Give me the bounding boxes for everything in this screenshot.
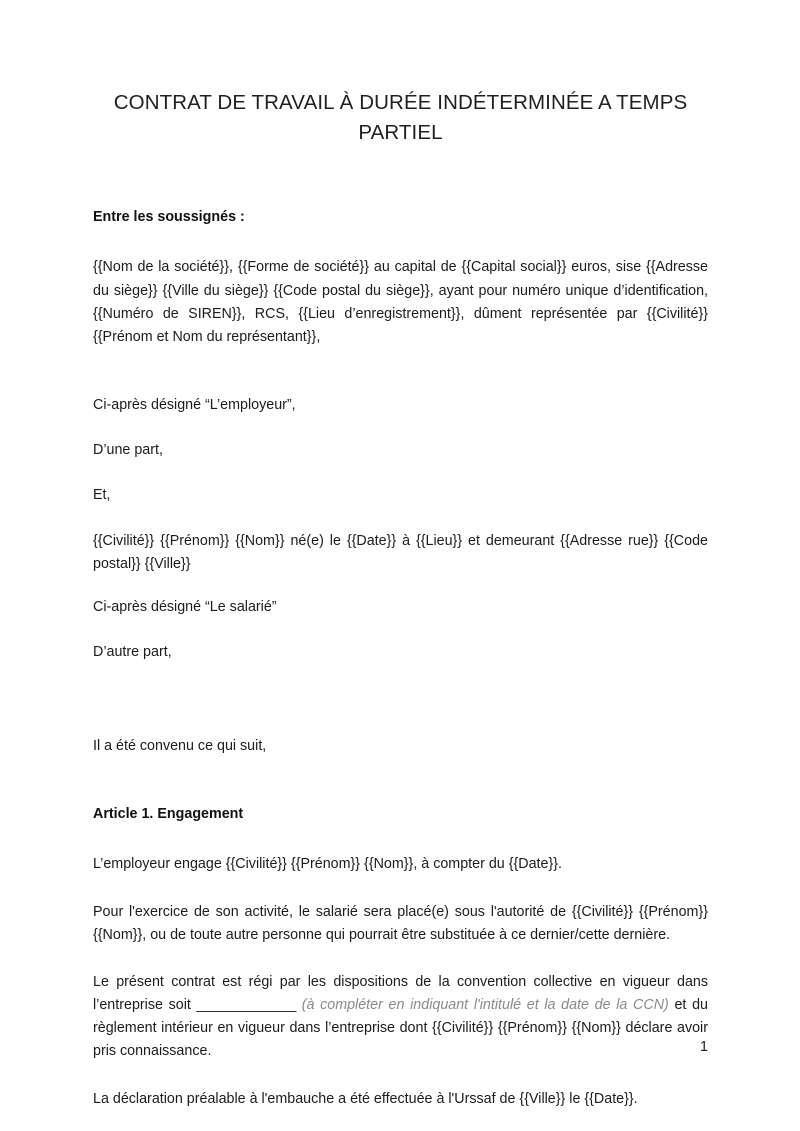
article-1-paragraph-3-text-before: Le présent contrat est régi par les dispositions de la convention collective en vigueur dans l’entreprise soit — [93, 973, 708, 1014]
employer-designation-line: Ci-après désigné “L’employeur”, — [93, 397, 296, 414]
convention-collective-blank-field[interactable]: _____________ — [196, 997, 297, 1014]
preamble-heading: Entre les soussignés : — [93, 209, 245, 226]
agreement-line: Il a été convenu ce qui suit, — [93, 738, 267, 755]
article-1-paragraph-2: Pour l'exercice de son activité, le salarié sera placé(e) sous l'autorité de {{Civilité}} {{Prénom}} {{Nom}}, ou de toute autre personne qui pourrait être substituée à ce dernier/cette dernière. — [93, 903, 708, 943]
first-party-line: D’une part, — [93, 442, 163, 459]
second-party-line: D’autre part, — [93, 643, 172, 660]
employer-identification-paragraph: {{Nom de la société}}, {{Forme de société}} au capital de {{Capital social}} euros, sise {{Adresse du siège}} {{Ville du siège}} {{Code postal du siège}}, ayant pour numéro unique d’identification, {{Numéro de SIREN}}, RCS, {{Lieu d’enregistrement}}, dûment représentée par {{Civilité}} {{Prénom et Nom du représentant}}, — [93, 259, 708, 345]
article-1-paragraph-4: La déclaration préalable à l'embauche a été effectuée à l'Urssaf de {{Ville}} le {{Date}}. — [93, 1090, 638, 1107]
document-content — [93, 0, 708, 1111]
conjunction-line: Et, — [93, 487, 111, 504]
page-title: CONTRAT DE TRAVAIL À DURÉE INDÉTERMINÉE A TEMPS PARTIEL — [113, 91, 688, 145]
article-1-paragraph-3-text-after: et du règlement intérieur en vigueur dans l’entreprise dont {{Civilité}} {{Prénom}} {{Nom}} déclare avoir pris connaissance. — [93, 997, 708, 1060]
page-number: 1 — [700, 1039, 708, 1055]
article-1-heading: Article 1. Engagement — [93, 806, 244, 823]
employee-identification-paragraph: {{Civilité}} {{Prénom}} {{Nom}} né(e) le {{Date}} à {{Lieu}} et demeurant {{Adresse rue}} {{Code postal}} {{Ville}} — [93, 532, 708, 572]
article-1-paragraph-1: L’employeur engage {{Civilité}} {{Prénom}} {{Nom}}, à compter du {{Date}}. — [93, 856, 562, 873]
convention-collective-instruction-note: (à compléter en indiquant l'intitulé et la date de la CCN) — [296, 997, 669, 1014]
employee-designation-line: Ci-après désigné “Le salarié” — [93, 598, 277, 615]
